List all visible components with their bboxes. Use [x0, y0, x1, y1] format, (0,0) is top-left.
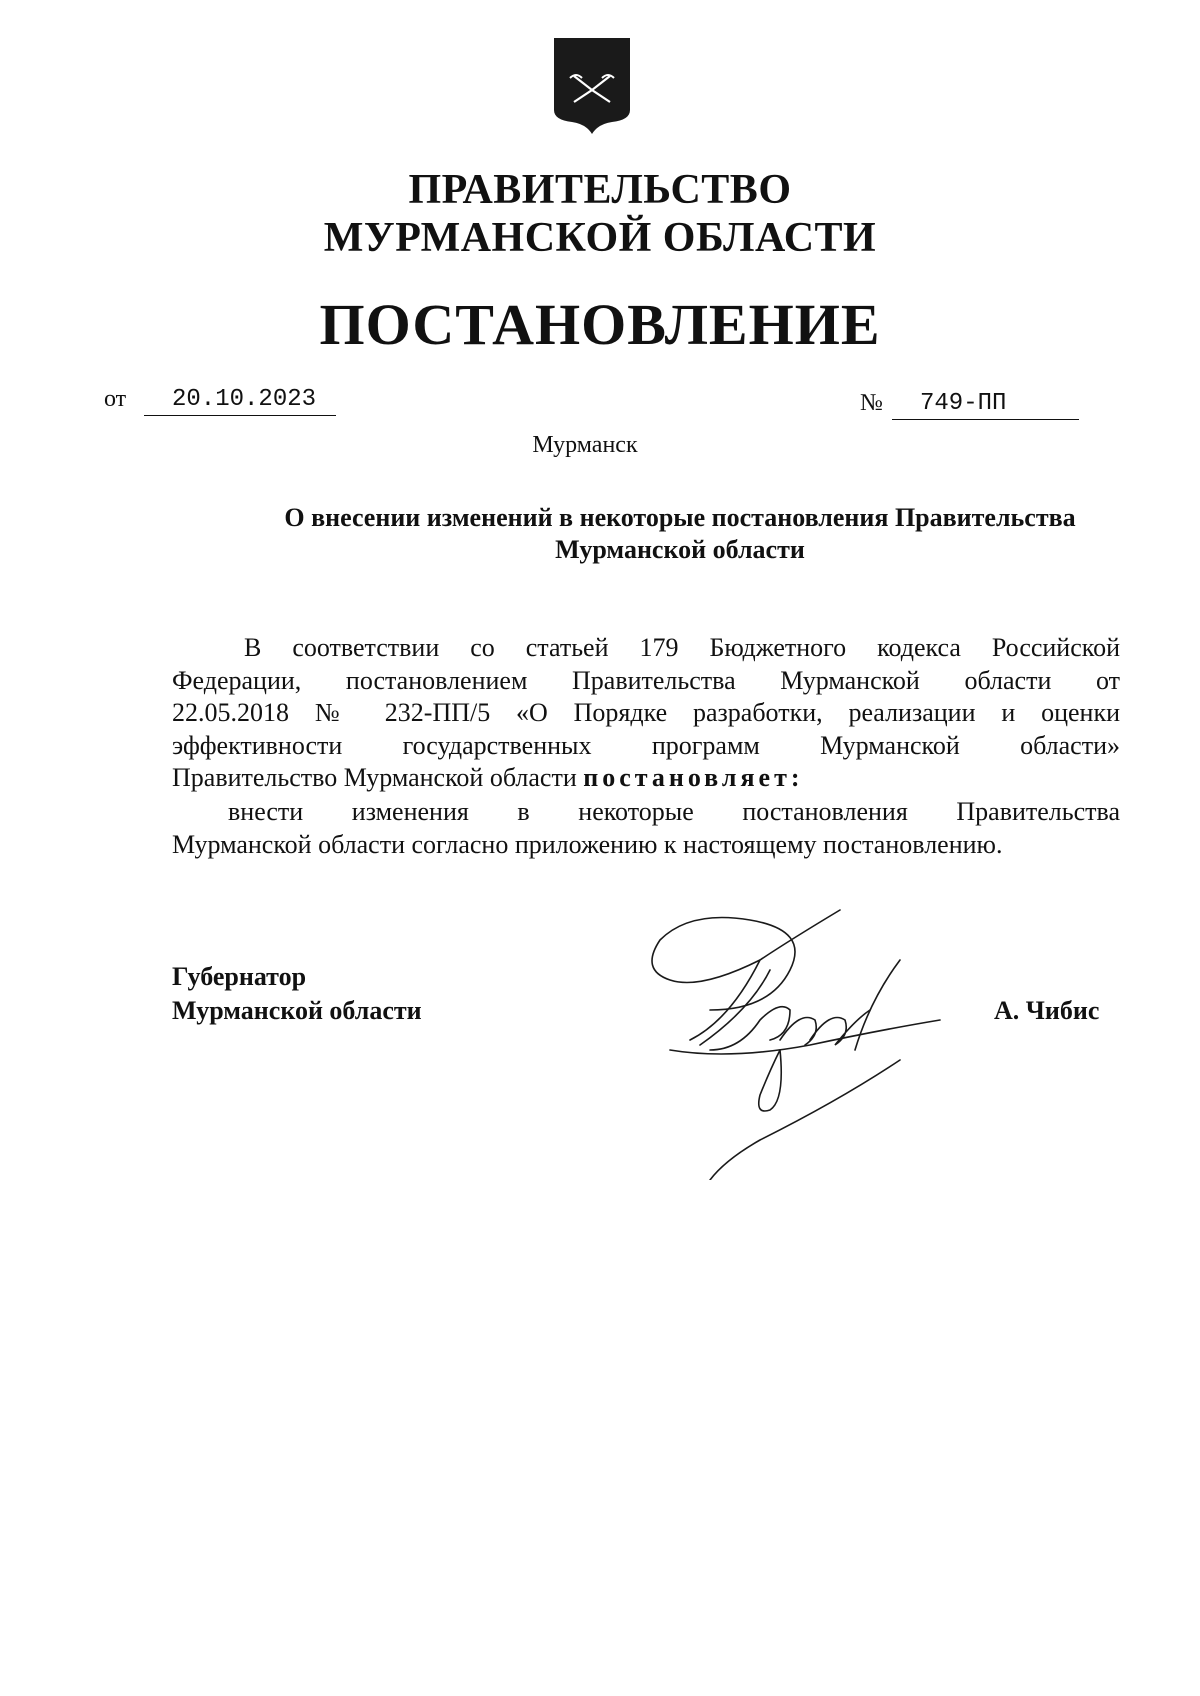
date-prefix: от [104, 386, 127, 412]
number-prefix: № [860, 390, 883, 416]
org-name-line2: МУРМАНСКОЙ ОБЛАСТИ [323, 215, 877, 261]
title-line2: Мурманской области [555, 535, 805, 564]
date-value: 20.10.2023 [144, 386, 336, 416]
position-line2: Мурманской области [172, 996, 422, 1025]
signatory-position [172, 960, 422, 1028]
decision-line2: Мурманской области согласно приложению к настоящему постановлению. [172, 829, 1003, 859]
document-type: ПОСТАНОВЛЕНИЕ [319, 292, 881, 357]
document-title [230, 502, 1130, 566]
city: Мурманск [532, 432, 638, 458]
coat-of-arms-icon [552, 36, 632, 136]
org-name-line1: ПРАВИТЕЛЬСТВО [408, 167, 792, 213]
preamble-line1: В соответствии со статьей 179 Бюджетного кодекса Российской [244, 633, 1120, 662]
paragraph-decision [172, 796, 1120, 861]
position-line1: Губернатор [172, 962, 307, 991]
preamble-line5-text: Правительство Мурманской области [172, 763, 584, 792]
title-line1: О внесении изменений в некоторые постановления Правительства [284, 503, 1076, 532]
preamble-line5 [172, 762, 1120, 795]
preamble-line2: Федерации, постановлением Правительства Мурманской области от [172, 665, 1120, 695]
decision-line1: внести изменения в некоторые постановления Правительства [228, 797, 1120, 826]
paragraph-preamble [172, 632, 1120, 795]
handwritten-signature-icon [640, 900, 980, 1180]
number-value: 749-ПП [892, 390, 1079, 420]
preamble-line3: 22.05.2018 № 232-ПП/5 «О Порядке разработки, реализации и оценки [172, 698, 1120, 727]
signatory-name: А. Чибис [994, 996, 1100, 1025]
resolves-word: постановляет: [583, 763, 804, 792]
preamble-line4: эффективности государственных программ Мурманской области» [172, 730, 1120, 760]
